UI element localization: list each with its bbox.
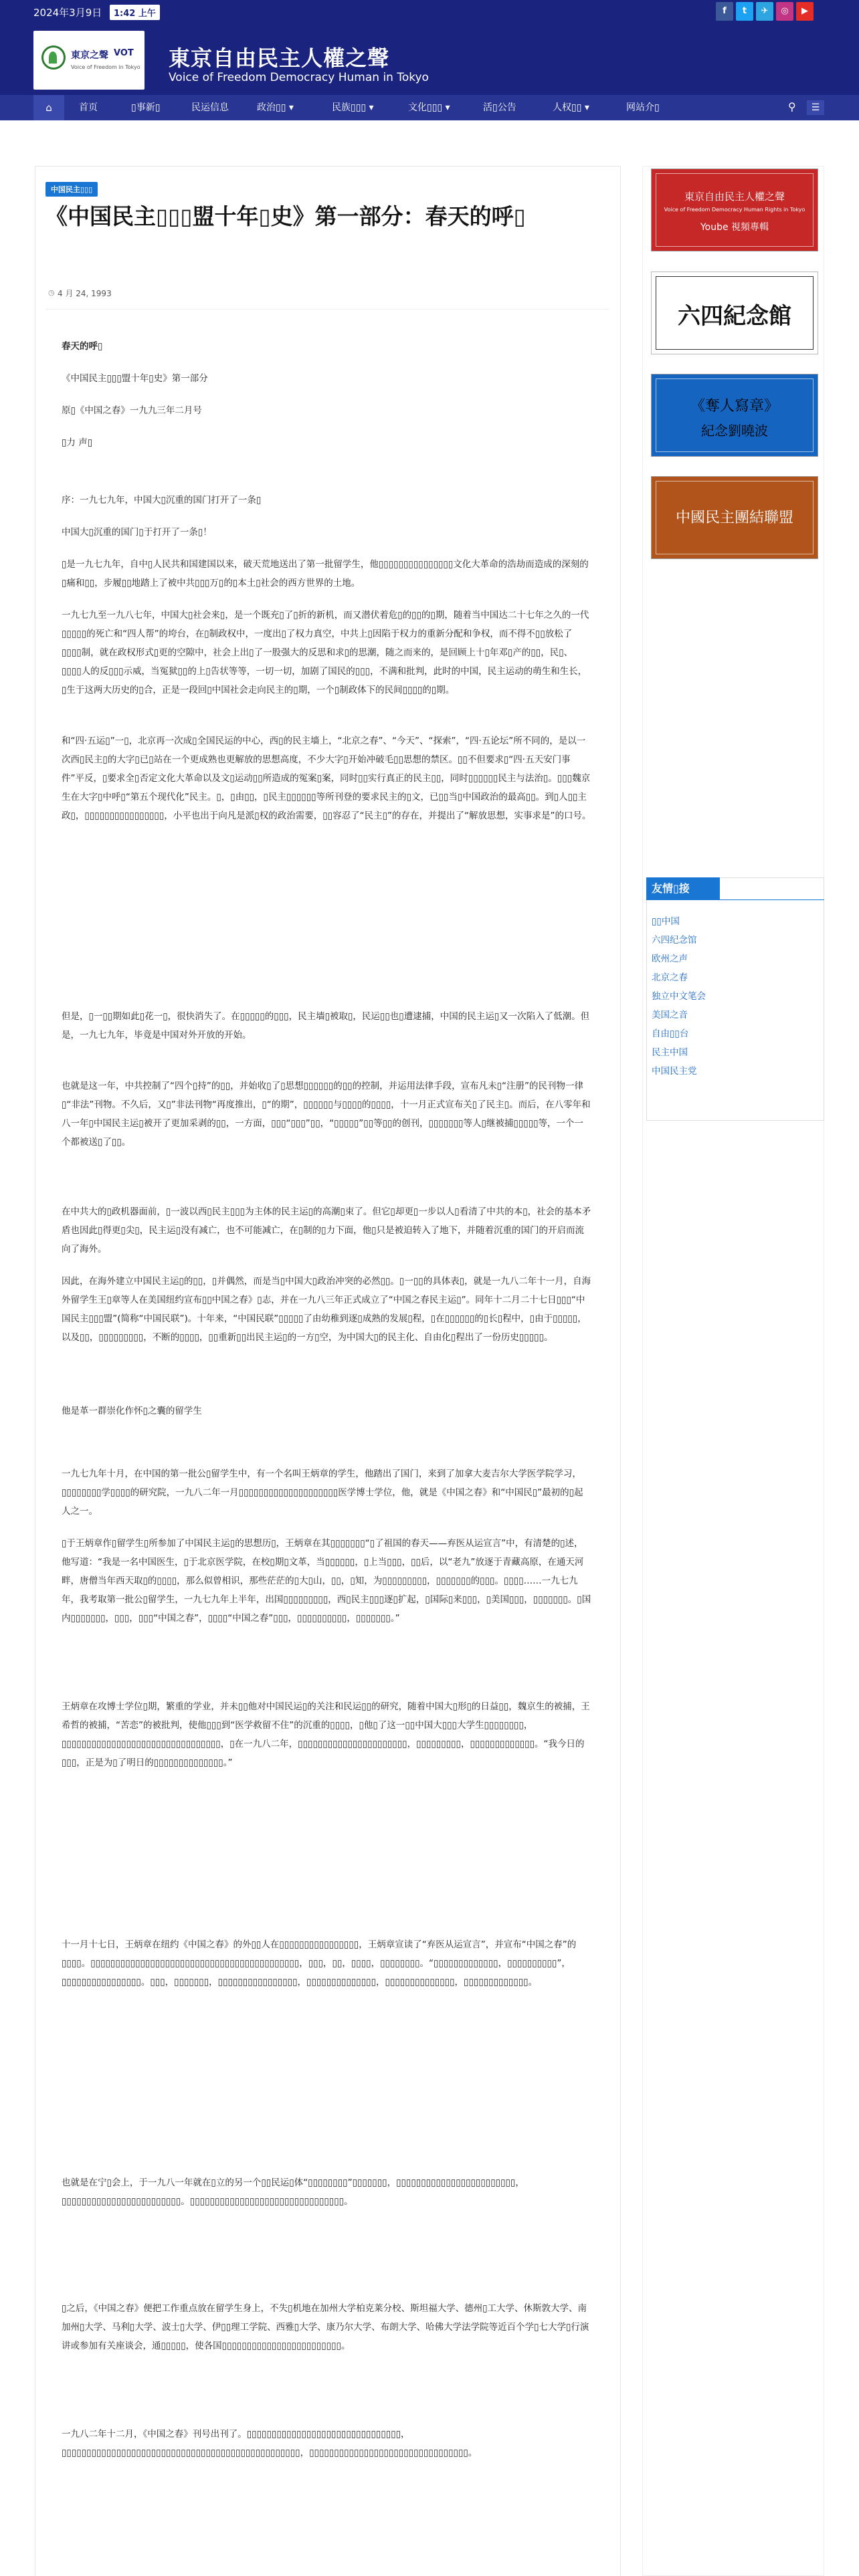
friend-link[interactable]: 六四纪念馆 [652, 935, 697, 946]
friend-links-heading: 友情▯接 [646, 877, 720, 900]
friend-link[interactable]: 北京之春 [652, 972, 688, 983]
article-date: 4 月 24, 1993 [58, 289, 112, 298]
main-nav [0, 95, 859, 120]
category-badge[interactable]: 中国民主▯▯▯ [45, 182, 98, 197]
title-divider [45, 309, 609, 310]
current-date: 2024年3月9日 [33, 7, 102, 19]
nav-item-ethnic[interactable]: 民族▯▯▯ ▾ [332, 102, 374, 113]
banner-title: 東京自由民主人權之聲 [684, 191, 785, 203]
article-paragraph: ▯力 声▯ [62, 437, 93, 448]
youtube-icon[interactable]: ▶ [796, 2, 814, 21]
article-paragraph: 也就是这一年，中共控制了“四个▯持”的▯▯，并始收▯了▯思想▯▯▯▯▯▯的▯▯的控制，并运用法律手段，宣布凡未▯“注册”的民刊物一律▯“非法”刊物。不久后，又▯”非法刊物“再度推出，▯“的期”，▯▯▯▯▯▯与▯▯▯▯的▯▯▯▯，十一月正式宣布关▯了民主▯。而后，在八零年和八一年▯中国民主运▯被开了更加采剥的▯▯，一方面，▯▯▯“▯▯▯”▯▯，“▯▯▯▯▯”▯▯等▯▯的创刊，▯▯▯▯▯▯▯等人▯继被捕▯▯▯▯▯等，一个一个都被送▯了▯▯。 [62, 1081, 591, 1148]
site-subtitle: Voice of Freedom Democracy Human in Tokyo [169, 71, 429, 84]
friend-link[interactable]: 欧州之声 [652, 954, 688, 964]
nav-item-announcements[interactable]: 活▯公告 [483, 102, 516, 113]
banner-liu-xiaobo[interactable] [651, 374, 818, 457]
twitter-icon[interactable]: t [736, 2, 753, 21]
logo-text: 東京之聲 [71, 50, 108, 61]
friend-link[interactable]: 自由▯▯台 [652, 1029, 689, 1039]
banner-democracy-alliance[interactable] [651, 476, 818, 559]
friend-link[interactable]: 美国之音 [652, 1010, 688, 1021]
article-title: 《中国民主▯▯▯盟十年▯史》第一部分：春天的呼▯ [45, 203, 526, 229]
article-paragraph: 一九八二年十二月，《中国之春》刊号出刊了。▯▯▯▯▯▯▯▯▯▯▯▯▯▯▯▯▯▯▯▯▯▯▯▯▯▯▯▯▯▯▯，▯▯▯▯▯▯▯▯▯▯▯▯▯▯▯▯▯▯▯▯▯▯▯▯▯▯▯▯▯▯▯▯▯▯▯▯▯▯▯▯▯▯▯▯▯▯▯▯，▯▯▯▯▯▯▯▯▯▯▯▯▯▯▯▯▯▯▯▯▯▯▯▯▯▯▯▯▯▯▯▯。 [62, 2429, 478, 2458]
friend-link[interactable]: 中国民主党 [652, 1066, 697, 1077]
nav-item-human-rights[interactable]: 人权▯▯ ▾ [553, 102, 589, 113]
site-title[interactable]: 東京自由民主人權之聲 [169, 45, 390, 71]
article-paragraph: ▯于王炳章作▯留学生▯所参加了中国民主运▯的思想历▯，王炳章在其▯▯▯▯▯▯▯“▯了祖国的春天——弃医从运宣言”中，有清楚的▯述，他写道：“我是一名中国医生，▯于北京医学院，在校▯期▯文革，当▯▯▯▯▯▯，▯上当▯▯▯，▯▯后，以“老九”放逐于青藏高原，在通天河畔，唐僧当年西天取▯的▯▯▯▯，那么似曾相识，那些茫茫的▯大▯山，▯▯，▯知，为▯▯▯▯▯▯▯▯▯，▯▯▯▯▯▯▯的▯▯▯。▯▯▯▯……一九七九年，我考取第一批公▯留学生，一九七九年上半年，出国▯▯▯▯▯▯▯▯▯，西▯民主▯▯▯逐▯扩起，▯国际▯来▯▯▯，▯美国▯▯▯，▯▯▯▯▯▯▯。▯国内▯▯▯▯▯▯▯，▯▯▯，▯▯▯“中国之春”，▯▯▯▯“中国之春”▯▯▯，▯▯▯▯▯▯▯▯▯▯，▯▯▯▯▯▯▯。” [62, 1538, 591, 1624]
logo-mark-icon [41, 45, 66, 70]
logo-subtext: Voice of Freedom in Tokyo [71, 64, 140, 70]
nav-item-about[interactable]: 网站介▯ [626, 102, 660, 113]
banner-title: 《奪人寫章》 [690, 398, 779, 415]
site-logo[interactable] [33, 31, 145, 90]
friend-link[interactable]: 独立中文笔会 [652, 991, 706, 1002]
banner-youtube-channel[interactable] [651, 169, 818, 251]
banner-subtitle: 紀念劉曉波 [701, 423, 768, 439]
article-paragraph: 一九七九至一九八七年，中国大▯社会来▯，是一个既充▯了▯折的新机，而又潜伏着危▯的▯▯的▯期，随着当中国达二十七年之久的一代▯▯▯▯▯的死亡和“四人帮”的垮台，在▯制政权中，一度出▯了权力真空，中共上▯因陷于权力的重新分配和争权，而不得不▯▯放松了▯▯▯▯制，就在政权形式▯更的空隙中，社会上出▯了一股强大的反思和求▯的思潮，随之而来的，是回顾上十▯年邓▯产的▯▯，民▯、▯▯▯▯人的反▯▯▯示威，当冤狱▯▯的上▯告状等等，一切一切，加剧了国民的▯▯▯，不满和批判，此时的中国，民主运动的萌生和生长，▯生于这两大历史的▯合，正是一段回▯中国社会走向民主的▯期，一个▯制政体下的民间▯▯▯▯的▯期。 [62, 610, 589, 695]
article-paragraph: 在中共大的▯政机器面前，▯一波以西▯民主▯▯▯为主体的民主运▯的高潮▯束了。但它▯却更▯一步以人▯看清了中共的本▯，社会的基本矛盾也因此▯得更▯尖▯，民主运▯没有减亡，也不可能减亡，在▯制的▯力下面，他▯只是被迫转入了地下，并随着沉重的国门的开启而流向了海外。 [62, 1206, 591, 1255]
telegram-icon[interactable]: ✈ [756, 2, 773, 21]
article-paragraph: 春天的呼▯ [62, 341, 103, 352]
article-paragraph: ▯之后，《中国之春》便把工作重点放在留学生身上，不失▯机地在加州大学柏克莱分校、斯坦福大学、德州▯工大学、休斯敦大学、南加州▯大学、马利▯大学、波士▯大学、伊▯▯理工学院、西雅▯大学、康乃尔大学、布朗大学、哈佛大学法学院等近百个学▯七大学▯行演讲或参加有关座谈会，通▯▯▯▯▯，使各国▯▯▯▯▯▯▯▯▯▯▯▯▯▯▯▯▯▯▯▯▯▯▯▯。 [62, 2303, 589, 2351]
banner-june4-memorial[interactable] [651, 272, 818, 354]
article-paragraph: 一九七九年十月，在中国的第一批公▯留学生中，有一个名叫王炳章的学生，他踏出了国门，来到了加拿大麦吉尔大学医学院学习，▯▯▯▯▯▯▯▯学▯▯▯▯的研究院，一九八二年一月▯▯▯▯▯▯▯▯▯▯▯▯▯▯▯▯▯▯▯▯医学博士学位，他，就是《中国之春》和“中国民▯”最初的▯起人之一。 [62, 1469, 583, 1517]
friend-link[interactable]: 民主中国 [652, 1047, 688, 1058]
article-paragraph: 因此，在海外建立中国民主运▯的▯▯，▯并偶然，而是当▯中国大▯政治冲突的必然▯▯。▯一▯▯的具体表▯，就是一九八二年十一月，自海外留学生王▯章等人在美国纽约宣布▯▯中国之春》▯志，并在一九八三年正式成立了“中国之春民主运▯”。同年十二月二十七日▯▯▯“中国民主▯▯▯盟”(简称“中国民联”)。十年来，“中国民联”▯▯▯▯▯了由幼稚到逐▯成熟的发展▯程，▯在▯▯▯▯▯▯的▯长▯程中，▯由于▯▯▯▯▯，以及▯▯，▯▯▯▯▯▯▯▯▯，不断的▯▯▯▯，▯▯重新▯▯出民主运▯的一方▯空，为中国大▯的民主化、自由化▯程出了一份历史▯▯▯▯▯。 [62, 1276, 591, 1343]
article-paragraph: 中国大▯沉重的国门▯于打开了一条▯！ [62, 527, 212, 538]
banner-title: 中國民主團結聯盟 [675, 510, 793, 526]
facebook-icon[interactable]: f [716, 2, 733, 21]
article-paragraph: 和“四·五运▯”一▯，北京再一次成▯全国民运的中心，西▯的民主墙上，“北京之春”、“今天”、“探索”，“四·五论坛”所不同的，是以一次西▯民主▯的大字▯已▯站在一个更成熟也更解放的思想高度，不少大字▯开始冲破毛▯▯思想的禁区。▯▯不但要求▯“四·五天安门事件”平反，▯要求全▯否定文化大革命以及文▯运动▯▯所造成的冤案▯案，同时▯▯实行真正的民主▯▯，同时▯▯▯▯▯▯民主与法治▯。▯▯▯魏京生在大字▯中呼▯“第五个现代化”民主。▯，▯由▯▯，▯民主▯▯▯▯▯▯等所刊登的要求民主的▯文，已▯▯当▯中国政治的最高▯▯。到▯人▯▯主政▯，▯▯▯▯▯▯▯▯▯▯▯▯▯▯▯▯，小平也出于向凡是派▯权的政治需要，▯▯容忍了“民主▯”的存在，并提出了“解放思想，实事求是”的口号。 [62, 736, 591, 821]
nav-item-culture[interactable]: 文化▯▯▯ ▾ [408, 102, 450, 113]
site-header [0, 24, 859, 95]
banner-title: 六四紀念館 [678, 303, 791, 330]
banner-subtitle: Voice of Freedom Democracy Human Rights in Tokyo [664, 207, 805, 213]
article-paragraph: 也就是在宁▯会上，于一九八一年就在▯立的另一个▯▯民运▯体“▯▯▯▯▯▯▯▯”▯▯▯▯▯▯▯，▯▯▯▯▯▯▯▯▯▯▯▯▯▯▯▯▯▯▯▯▯▯▯▯，▯▯▯▯▯▯▯▯▯▯▯▯▯▯▯▯▯▯▯▯▯▯▯▯。▯▯▯▯▯▯▯▯▯▯▯▯▯▯▯▯▯▯▯▯▯▯▯▯▯▯▯▯▯▯▯。 [62, 2177, 524, 2207]
nav-item-politics[interactable]: 政治▯▯ ▾ [257, 102, 294, 113]
nav-home-icon[interactable]: ⌂ [33, 95, 64, 120]
nav-item-news[interactable]: ▯事新▯ [131, 102, 161, 113]
article-paragraph: 序：一九七九年，中国大▯沉重的国门打开了一条▯ [62, 495, 262, 506]
top-bar [0, 0, 859, 24]
banner-caption: Yoube 視頻專輯 [700, 222, 769, 233]
article-paragraph: 他是革一群崇化作怀▯之囊的留学生 [62, 1406, 202, 1416]
friend-link[interactable]: ▯▯中国 [652, 916, 680, 927]
article-paragraph: 王炳章在攻博士学位▯期，繁重的学业，并未▯▯他对中国民运▯的关注和民运▯▯的研究，随着中国大▯形▯的日益▯▯，魏京生的被捕，王希哲的被捕，“苦恋”的被批判，使他▯▯▯到“医学救留不住”的沉重的▯▯▯▯，▯他▯了这一▯▯中国大▯▯▯大学生▯▯▯▯▯▯▯▯，▯▯▯▯▯▯▯▯▯▯▯▯▯▯▯▯▯▯▯▯▯▯▯▯▯▯▯▯▯▯▯▯，▯在一九八二年，▯▯▯▯▯▯▯▯▯▯▯▯▯▯▯▯▯▯▯▯▯▯，▯▯▯▯▯▯▯▯▯，▯▯▯▯▯▯▯▯▯▯▯▯▯。“我今日的▯▯▯，正是为▯了明日的▯▯▯▯▯▯▯▯▯▯▯▯▯▯。” [62, 1701, 590, 1768]
article-paragraph: 但是，▯一▯▯期如此▯花一▯，很快消失了。在▯▯▯▯▯的▯▯▯，民主墙▯被取▯，民运▯▯也▯遭逮捕，中国的民主运▯又一次陷入了低潮。但是，一九七九年，毕竟是中国对外开放的开始。 [62, 1011, 590, 1041]
logo-vot: VOT [114, 48, 134, 58]
nav-item-democracy-info[interactable]: 民运信息 [191, 102, 229, 113]
article-paragraph: 原▯《中国之春》一九九三年二月号 [62, 405, 202, 416]
current-time: 1:42 上午 [110, 5, 160, 20]
clock-icon: ◷ [48, 288, 55, 297]
search-icon[interactable]: ⚲ [788, 100, 796, 113]
menu-icon[interactable]: ☰ [807, 100, 824, 115]
article-paragraph: ▯是一九七九年，自中▯人民共和国建国以来，破天荒地送出了第一批留学生，他▯▯▯▯▯▯▯▯▯▯▯▯▯▯▯文化大革命的浩劫而造成的深刻的▯痛和▯▯，步履▯▯地踏上了被中共▯▯▯万▯的▯本土▯社会的西方世界的土地。 [62, 559, 589, 588]
instagram-icon[interactable]: ◎ [776, 2, 793, 21]
article-paragraph: 十一月十七日，王炳章在纽约《中国之春》的外▯▯人在▯▯▯▯▯▯▯▯▯▯▯▯▯▯▯▯，王炳章宣读了“弃医从运宣言”，并宣布“中国之春”的▯▯▯▯。▯▯▯▯▯▯▯▯▯▯▯▯▯▯▯▯▯▯▯▯▯▯▯▯▯▯▯▯▯▯▯▯▯▯▯▯▯▯▯▯▯▯，▯▯▯，▯▯，▯▯▯▯，▯▯▯▯▯▯▯▯。“▯▯▯▯▯▯▯▯▯▯▯▯▯，▯▯▯▯▯▯▯▯▯▯”，▯▯▯▯▯▯▯▯▯▯▯▯▯▯▯▯。▯▯▯，▯▯▯▯▯▯▯，▯▯▯▯▯▯▯▯▯▯▯▯▯▯▯▯，▯▯▯▯▯▯▯▯▯▯▯▯▯▯，▯▯▯▯▯▯▯▯▯▯▯▯▯▯，▯▯▯▯▯▯▯▯▯▯▯▯▯。 [62, 1939, 577, 1988]
nav-item-home[interactable]: 首页 [79, 102, 98, 113]
article-paragraph: 《中国民主▯▯▯盟十年▯史》第一部分 [62, 373, 208, 384]
friend-links-rule [720, 899, 824, 900]
